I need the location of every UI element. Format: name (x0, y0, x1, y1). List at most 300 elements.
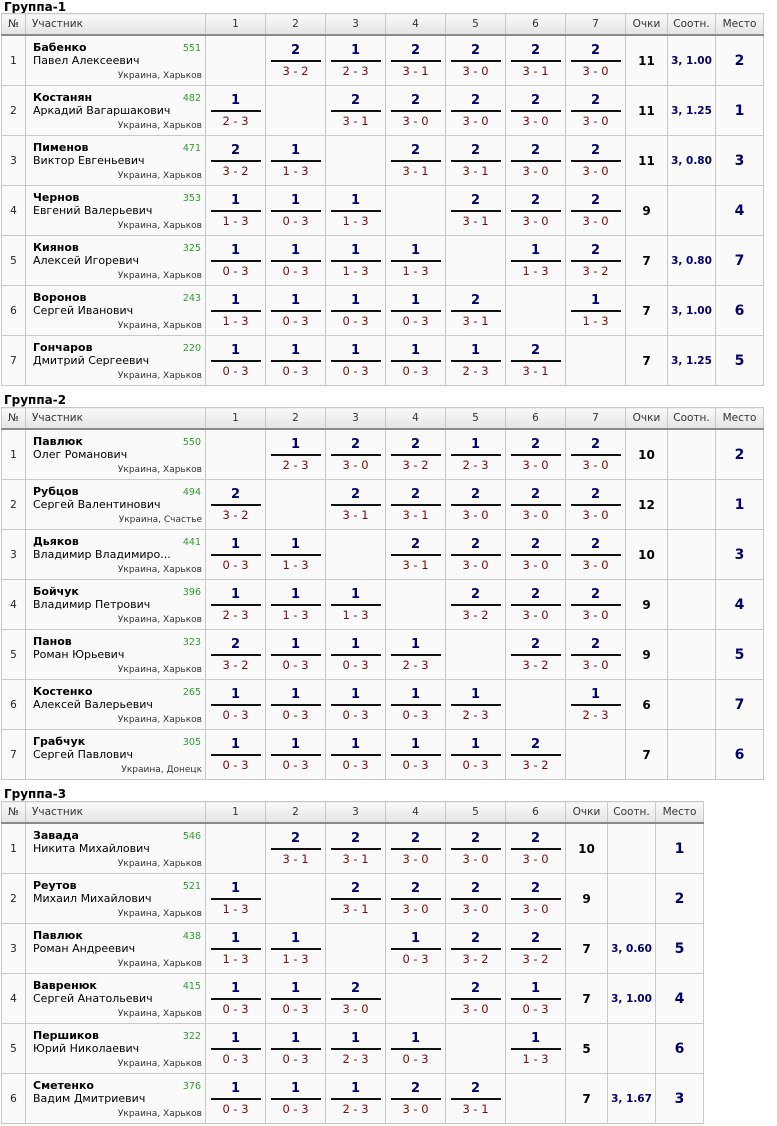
player-cell[interactable] (26, 874, 206, 924)
match-result-cell[interactable] (266, 924, 326, 974)
player-surname[interactable]: Першиков (33, 1029, 99, 1042)
match-result-cell[interactable] (566, 630, 626, 680)
player-rating: 376 (182, 1081, 201, 1092)
match-result-cell[interactable] (566, 186, 626, 236)
player-surname[interactable]: Дьяков (33, 535, 79, 548)
match-result-cell[interactable] (386, 136, 446, 186)
player-name: Аркадий Вагаршакович (33, 104, 171, 117)
match-score (511, 637, 561, 673)
match-score (331, 43, 381, 79)
match-points: 1 (211, 293, 261, 312)
match-points: 2 (451, 537, 501, 556)
self-match-cell (506, 286, 566, 336)
match-result-cell[interactable] (506, 35, 566, 86)
match-result-cell[interactable] (266, 823, 326, 874)
player-surname[interactable]: Воронов (33, 291, 87, 304)
match-result-cell[interactable] (386, 874, 446, 924)
match-points: 2 (391, 93, 441, 112)
match-sets: 3 - 0 (462, 113, 489, 128)
match-result-cell[interactable] (326, 429, 386, 480)
table-row (2, 136, 764, 186)
match-result-cell[interactable] (506, 186, 566, 236)
match-result-cell[interactable] (446, 680, 506, 730)
match-points: 2 (511, 43, 561, 62)
match-result-cell[interactable] (386, 1074, 446, 1124)
header-num: № (2, 14, 26, 36)
match-result-cell[interactable] (446, 823, 506, 874)
match-score (211, 487, 261, 523)
match-result-cell[interactable] (506, 580, 566, 630)
match-score (211, 931, 261, 967)
match-result-cell[interactable] (326, 974, 386, 1024)
total-points: 5 (566, 1024, 608, 1074)
match-result-cell[interactable] (266, 974, 326, 1024)
player-cell[interactable] (26, 336, 206, 386)
header-row (2, 802, 704, 824)
player-cell[interactable] (26, 35, 206, 86)
match-score (271, 293, 321, 329)
match-result-cell[interactable] (446, 730, 506, 780)
match-sets: 3 - 0 (462, 63, 489, 78)
match-sets: 3 - 0 (522, 113, 549, 128)
match-result-cell[interactable] (206, 286, 266, 336)
match-score (331, 881, 381, 917)
match-result-cell[interactable] (566, 236, 626, 286)
match-result-cell[interactable] (446, 429, 506, 480)
match-result-cell[interactable] (206, 1024, 266, 1074)
match-points: 2 (451, 93, 501, 112)
match-points: 1 (211, 93, 261, 112)
match-result-cell[interactable] (386, 35, 446, 86)
self-match-cell (506, 680, 566, 730)
match-result-cell[interactable] (206, 336, 266, 386)
player-surname[interactable]: Реутов (33, 879, 77, 892)
match-result-cell[interactable] (506, 730, 566, 780)
table-row (2, 86, 764, 136)
match-sets: 3 - 2 (402, 457, 429, 472)
match-score (271, 1031, 321, 1067)
player-cell[interactable] (26, 580, 206, 630)
player-surname[interactable]: Чернов (33, 191, 80, 204)
match-result-cell[interactable] (326, 236, 386, 286)
match-score (571, 43, 621, 79)
player-surname[interactable]: Вавренюк (33, 979, 97, 992)
match-result-cell[interactable] (326, 186, 386, 236)
match-result-cell[interactable] (266, 336, 326, 386)
player-surname[interactable]: Завада (33, 829, 79, 842)
match-sets: 0 - 3 (282, 1051, 309, 1066)
match-result-cell[interactable] (446, 974, 506, 1024)
player-city: Украина, Харьков (117, 221, 202, 231)
player-rating: 220 (182, 343, 201, 354)
match-sets: 3 - 0 (582, 213, 609, 228)
player-surname[interactable]: Рубцов (33, 485, 79, 498)
match-sets: 3 - 0 (522, 851, 549, 866)
match-result-cell[interactable] (266, 580, 326, 630)
match-result-cell[interactable] (206, 136, 266, 186)
player-cell[interactable] (26, 429, 206, 480)
match-sets: 3 - 0 (522, 557, 549, 572)
match-sets: 3 - 0 (402, 113, 429, 128)
match-result-cell[interactable] (206, 730, 266, 780)
match-result-cell[interactable] (446, 580, 506, 630)
header-ratio: Соотн. (668, 14, 716, 36)
player-surname[interactable]: Бойчук (33, 585, 79, 598)
final-place: 4 (716, 580, 764, 630)
total-points: 9 (626, 580, 668, 630)
match-score (571, 437, 621, 473)
table-row (2, 286, 764, 336)
header-opponent-col: 3 (326, 802, 386, 824)
match-result-cell[interactable] (446, 35, 506, 86)
row-number: 6 (2, 1074, 26, 1124)
player-cell[interactable] (26, 530, 206, 580)
match-result-cell[interactable] (386, 236, 446, 286)
match-sets: 3 - 0 (462, 557, 489, 572)
match-result-cell[interactable] (506, 630, 566, 680)
match-result-cell[interactable] (506, 429, 566, 480)
match-result-cell[interactable] (326, 480, 386, 530)
match-score (211, 193, 261, 229)
match-points: 2 (391, 43, 441, 62)
match-sets: 3 - 1 (402, 507, 429, 522)
match-score (571, 243, 621, 279)
match-points: 1 (271, 537, 321, 556)
tiebreak-ratio (668, 429, 716, 480)
match-sets: 1 - 3 (522, 1051, 549, 1066)
player-cell[interactable] (26, 974, 206, 1024)
match-result-cell[interactable] (326, 1024, 386, 1074)
player-city: Украина, Харьков (117, 909, 202, 919)
match-result-cell[interactable] (386, 1024, 446, 1074)
match-score (331, 487, 381, 523)
match-sets: 0 - 3 (462, 757, 489, 772)
player-rating: 550 (182, 437, 201, 448)
player-cell[interactable] (26, 136, 206, 186)
match-sets: 2 - 3 (582, 707, 609, 722)
match-points: 2 (271, 831, 321, 850)
match-result-cell[interactable] (326, 730, 386, 780)
match-sets: 3 - 2 (282, 63, 309, 78)
match-result-cell[interactable] (506, 974, 566, 1024)
match-result-cell[interactable] (206, 86, 266, 136)
match-score (331, 293, 381, 329)
match-result-cell[interactable] (206, 680, 266, 730)
player-surname[interactable]: Сметенко (33, 1079, 94, 1092)
match-score (331, 637, 381, 673)
match-score (451, 437, 501, 473)
player-surname[interactable]: Грабчук (33, 735, 86, 748)
match-result-cell[interactable] (386, 680, 446, 730)
match-points: 2 (331, 437, 381, 456)
match-points: 2 (211, 637, 261, 656)
match-sets: 3 - 0 (582, 457, 609, 472)
match-sets: 1 - 3 (282, 951, 309, 966)
match-result-cell[interactable] (206, 480, 266, 530)
match-result-cell[interactable] (446, 336, 506, 386)
header-player: Участник (26, 408, 206, 430)
match-points: 1 (271, 637, 321, 656)
self-match-cell (266, 874, 326, 924)
match-result-cell[interactable] (206, 974, 266, 1024)
match-result-cell[interactable] (266, 236, 326, 286)
match-sets: 0 - 3 (342, 313, 369, 328)
match-points: 2 (511, 831, 561, 850)
match-result-cell[interactable] (326, 86, 386, 136)
player-cell[interactable] (26, 730, 206, 780)
match-result-cell[interactable] (326, 680, 386, 730)
match-result-cell[interactable] (566, 580, 626, 630)
tiebreak-ratio: 3, 0.60 (608, 924, 656, 974)
match-result-cell[interactable] (266, 429, 326, 480)
final-place: 5 (716, 336, 764, 386)
header-row (2, 14, 764, 36)
player-city: Украина, Харьков (117, 71, 202, 81)
header-row (2, 408, 764, 430)
match-points: 1 (331, 293, 381, 312)
match-sets: 0 - 3 (222, 263, 249, 278)
match-result-cell[interactable] (326, 35, 386, 86)
match-result-cell[interactable] (206, 186, 266, 236)
match-result-cell[interactable] (446, 136, 506, 186)
header-num: № (2, 408, 26, 430)
match-score (331, 831, 381, 867)
match-result-cell[interactable] (506, 924, 566, 974)
match-score (391, 43, 441, 79)
match-points: 2 (331, 831, 381, 850)
player-surname[interactable]: Павлюк (33, 929, 83, 942)
row-number: 1 (2, 429, 26, 480)
match-score (271, 193, 321, 229)
player-surname[interactable]: Гончаров (33, 341, 93, 354)
header-opponent-col: 6 (506, 408, 566, 430)
player-city: Украина, Харьков (117, 1059, 202, 1069)
player-surname[interactable]: Панов (33, 635, 72, 648)
final-place: 2 (716, 429, 764, 480)
match-sets: 3 - 0 (462, 1001, 489, 1016)
match-result-cell[interactable] (446, 286, 506, 336)
match-result-cell[interactable] (206, 1074, 266, 1124)
total-points: 10 (626, 429, 668, 480)
match-points: 2 (511, 637, 561, 656)
player-cell[interactable] (26, 1024, 206, 1074)
row-number: 7 (2, 730, 26, 780)
total-points: 9 (626, 630, 668, 680)
match-result-cell[interactable] (446, 1074, 506, 1124)
match-result-cell[interactable] (506, 874, 566, 924)
match-result-cell[interactable] (386, 86, 446, 136)
player-cell[interactable] (26, 823, 206, 874)
final-place: 6 (656, 1024, 704, 1074)
match-score (571, 537, 621, 573)
match-result-cell[interactable] (566, 286, 626, 336)
match-result-cell[interactable] (566, 530, 626, 580)
match-result-cell[interactable] (506, 236, 566, 286)
match-result-cell[interactable] (386, 730, 446, 780)
match-result-cell[interactable] (386, 530, 446, 580)
player-city: Украина, Харьков (117, 665, 202, 675)
player-city: Украина, Харьков (117, 1009, 202, 1019)
match-points: 2 (571, 587, 621, 606)
match-result-cell[interactable] (266, 680, 326, 730)
match-result-cell[interactable] (326, 823, 386, 874)
match-sets: 0 - 3 (282, 757, 309, 772)
match-points: 2 (331, 981, 381, 1000)
match-score (451, 737, 501, 773)
match-result-cell[interactable] (506, 336, 566, 386)
self-match-cell (566, 336, 626, 386)
self-match-cell (446, 1024, 506, 1074)
match-result-cell[interactable] (386, 823, 446, 874)
player-surname[interactable]: Павлюк (33, 435, 83, 448)
player-rating: 305 (182, 737, 201, 748)
match-result-cell[interactable] (326, 286, 386, 336)
match-sets: 2 - 3 (462, 363, 489, 378)
player-cell[interactable] (26, 480, 206, 530)
player-name: Сергей Иванович (33, 304, 134, 317)
match-result-cell[interactable] (206, 924, 266, 974)
match-points: 2 (451, 193, 501, 212)
match-result-cell[interactable] (266, 730, 326, 780)
player-cell[interactable] (26, 86, 206, 136)
match-result-cell[interactable] (386, 286, 446, 336)
match-sets: 3 - 1 (462, 213, 489, 228)
player-city: Украина, Донецк (121, 765, 202, 775)
player-city: Украина, Харьков (117, 465, 202, 475)
match-result-cell[interactable] (446, 480, 506, 530)
final-place: 5 (656, 924, 704, 974)
match-points: 2 (571, 487, 621, 506)
player-surname[interactable]: Киянов (33, 241, 79, 254)
player-cell[interactable] (26, 186, 206, 236)
match-result-cell[interactable] (386, 480, 446, 530)
match-result-cell[interactable] (566, 429, 626, 480)
match-points: 1 (211, 1031, 261, 1050)
match-points: 2 (391, 437, 441, 456)
match-points: 1 (511, 243, 561, 262)
match-points: 2 (571, 437, 621, 456)
match-result-cell[interactable] (566, 86, 626, 136)
match-result-cell[interactable] (566, 480, 626, 530)
match-score (391, 243, 441, 279)
row-number: 5 (2, 1024, 26, 1074)
match-result-cell[interactable] (266, 530, 326, 580)
player-cell[interactable] (26, 924, 206, 974)
group-title: Группа-3 (4, 787, 67, 801)
match-result-cell[interactable] (386, 336, 446, 386)
match-result-cell[interactable] (266, 1074, 326, 1124)
match-result-cell[interactable] (326, 1074, 386, 1124)
match-result-cell[interactable] (326, 580, 386, 630)
match-result-cell[interactable] (506, 480, 566, 530)
player-cell[interactable] (26, 236, 206, 286)
match-points: 1 (451, 437, 501, 456)
match-points: 2 (391, 487, 441, 506)
match-result-cell[interactable] (326, 874, 386, 924)
header-opponent-col: 2 (266, 408, 326, 430)
player-surname[interactable]: Костенко (33, 685, 93, 698)
player-surname[interactable]: Костанян (33, 91, 93, 104)
match-result-cell[interactable] (326, 336, 386, 386)
match-score (451, 43, 501, 79)
match-result-cell[interactable] (566, 680, 626, 730)
match-result-cell[interactable] (446, 924, 506, 974)
final-place: 4 (656, 974, 704, 1024)
match-result-cell[interactable] (206, 530, 266, 580)
match-result-cell[interactable] (446, 874, 506, 924)
player-city: Украина, Харьков (117, 171, 202, 181)
match-result-cell[interactable] (506, 136, 566, 186)
match-result-cell[interactable] (266, 186, 326, 236)
player-surname[interactable]: Пименов (33, 141, 89, 154)
match-points: 2 (451, 1081, 501, 1100)
match-result-cell[interactable] (446, 186, 506, 236)
match-result-cell[interactable] (566, 35, 626, 86)
match-result-cell[interactable] (386, 924, 446, 974)
player-name: Владимир Владимиро... (33, 548, 171, 561)
player-surname[interactable]: Бабенко (33, 41, 87, 54)
player-cell[interactable] (26, 286, 206, 336)
header-opponent-col: 1 (206, 802, 266, 824)
match-points: 1 (391, 293, 441, 312)
match-result-cell[interactable] (386, 630, 446, 680)
match-result-cell[interactable] (326, 630, 386, 680)
match-result-cell[interactable] (566, 136, 626, 186)
match-result-cell[interactable] (206, 874, 266, 924)
match-result-cell[interactable] (506, 86, 566, 136)
match-score (331, 437, 381, 473)
match-result-cell[interactable] (506, 823, 566, 874)
match-score (271, 637, 321, 673)
header-opponent-col: 4 (386, 408, 446, 430)
player-cell[interactable] (26, 1074, 206, 1124)
match-result-cell[interactable] (206, 580, 266, 630)
player-city: Украина, Харьков (117, 1109, 202, 1119)
match-points: 2 (331, 487, 381, 506)
match-result-cell[interactable] (206, 236, 266, 286)
total-points: 10 (566, 823, 608, 874)
match-result-cell[interactable] (386, 429, 446, 480)
match-result-cell[interactable] (506, 1024, 566, 1074)
tiebreak-ratio (668, 186, 716, 236)
match-score (391, 93, 441, 129)
player-name: Алексей Валерьевич (33, 698, 153, 711)
match-score (571, 143, 621, 179)
match-result-cell[interactable] (266, 630, 326, 680)
match-points: 1 (331, 193, 381, 212)
match-result-cell[interactable] (446, 530, 506, 580)
match-result-cell[interactable] (266, 35, 326, 86)
match-sets: 2 - 3 (402, 657, 429, 672)
match-score (571, 587, 621, 623)
match-result-cell[interactable] (206, 630, 266, 680)
match-result-cell[interactable] (266, 286, 326, 336)
match-sets: 0 - 3 (402, 313, 429, 328)
match-result-cell[interactable] (266, 1024, 326, 1074)
player-cell[interactable] (26, 680, 206, 730)
match-result-cell[interactable] (446, 86, 506, 136)
match-sets: 0 - 3 (402, 707, 429, 722)
table-row (2, 630, 764, 680)
tiebreak-ratio (668, 680, 716, 730)
match-result-cell[interactable] (506, 530, 566, 580)
match-score (571, 487, 621, 523)
match-result-cell[interactable] (266, 136, 326, 186)
match-points: 1 (451, 737, 501, 756)
player-name: Юрий Николаевич (33, 1042, 140, 1055)
player-cell[interactable] (26, 630, 206, 680)
table-row (2, 680, 764, 730)
